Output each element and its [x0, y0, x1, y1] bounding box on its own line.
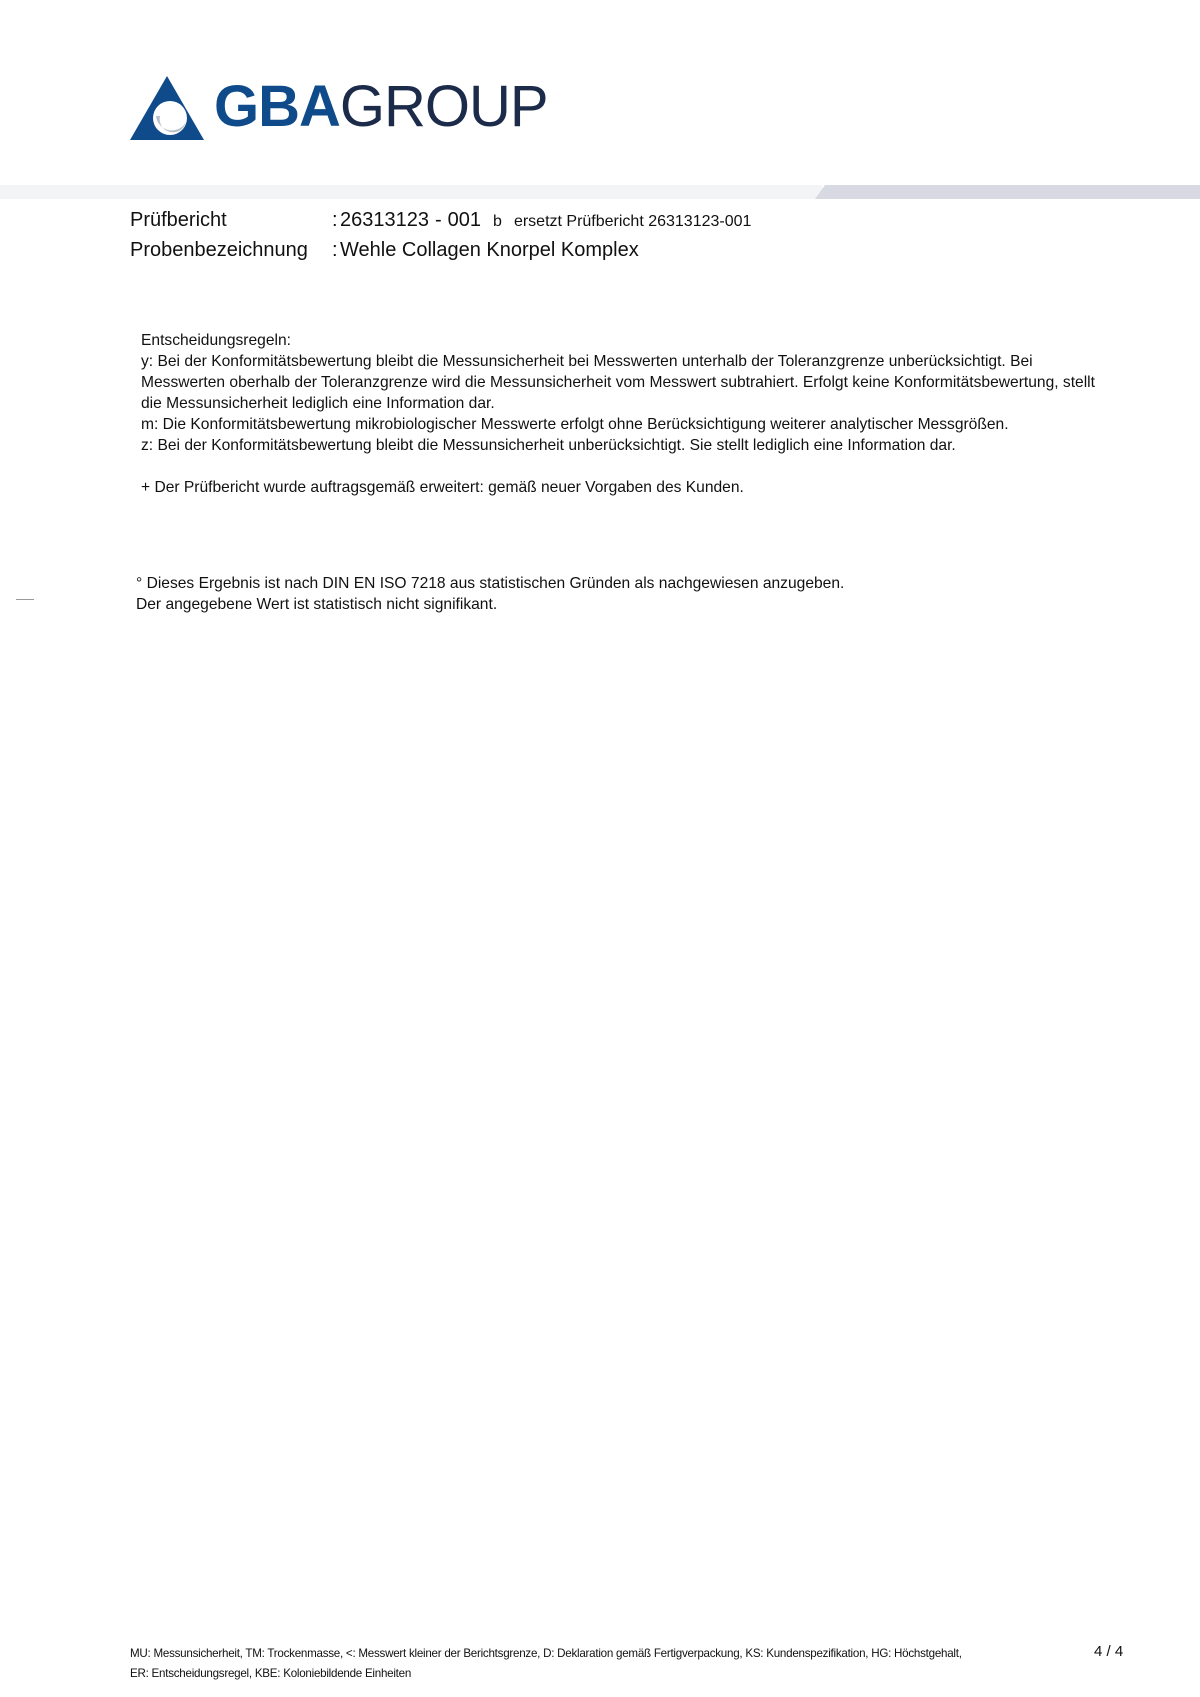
report-label: Prüfbericht [130, 209, 227, 231]
sample-label: Probenbezeichnung [130, 239, 308, 261]
header-band-right [815, 185, 1200, 199]
page-number: 4 / 4 [1094, 1643, 1124, 1660]
gba-triangle-logo-icon [130, 76, 204, 140]
report-colon: : [332, 209, 338, 231]
report-suffix-number: 001 [447, 209, 482, 231]
header-band [0, 185, 1200, 199]
wordmark-group: GROUP [339, 74, 548, 139]
extension-note: + Der Prüfbericht wurde auftragsgemäß erweitert: gemäß neuer Vorgaben des Kunden. [141, 479, 744, 496]
report-number: 26313123 [340, 209, 429, 231]
decision-rule-z: z: Bei der Konformitätsbewertung bleibt die Messunsicherheit unberücksichtigt. Sie stellt lediglich eine Information dar. [141, 437, 956, 454]
decision-rules-heading: Entscheidungsregeln: [141, 332, 291, 349]
margin-dash [16, 599, 34, 600]
statistics-note [136, 573, 844, 615]
wordmark-gba: GBA [214, 74, 340, 139]
report-separator: - [434, 209, 442, 231]
footer-line1: MU: Messunsicherheit, TM: Trockenmasse, <: Messwert kleiner der Berichtsgrenze, D: Deklaration gemäß Fertigverpackung, KS: Kundenspezifikation, HG: Höchstgehalt, [130, 1647, 962, 1660]
footer-line2: ER: Entscheidungsregel, KBE: Koloniebildende Einheiten [130, 1667, 412, 1680]
company-wordmark [214, 72, 548, 142]
decision-rule-m: m: Die Konformitätsbewertung mikrobiologischer Messwerte erfolgt ohne Berücksichtigung weiterer analytischer Messgrößen. [141, 416, 1009, 433]
statistics-note-line1: ° Dieses Ergebnis ist nach DIN EN ISO 7218 aus statistischen Gründen als nachgewiesen anzugeben. [136, 575, 845, 592]
report-revision: b [493, 213, 502, 230]
decision-rules-block [141, 330, 1101, 456]
company-logo [130, 76, 560, 142]
sample-value: Wehle Collagen Knorpel Komplex [340, 239, 639, 261]
report-value [340, 209, 751, 232]
report-replaces: ersetzt Prüfbericht 26313123-001 [513, 213, 752, 230]
sample-colon: : [332, 239, 338, 261]
footer-abbreviations [130, 1644, 962, 1684]
header-band-left [0, 185, 822, 199]
decision-rule-y: y: Bei der Konformitätsbewertung bleibt die Messunsicherheit bei Messwerten unterhalb der Toleranzgrenze unberücksichtigt. Bei Messwerten oberhalb der Toleranzgrenze wird die Messunsicherheit vom Messwert subtrahiert. Erfolgt keine Konformitätsbewertung, stellt die Messunsicherheit lediglich eine Information dar. [141, 353, 1095, 412]
statistics-note-line2: Der angegebene Wert ist statistisch nicht signifikant. [136, 596, 498, 613]
